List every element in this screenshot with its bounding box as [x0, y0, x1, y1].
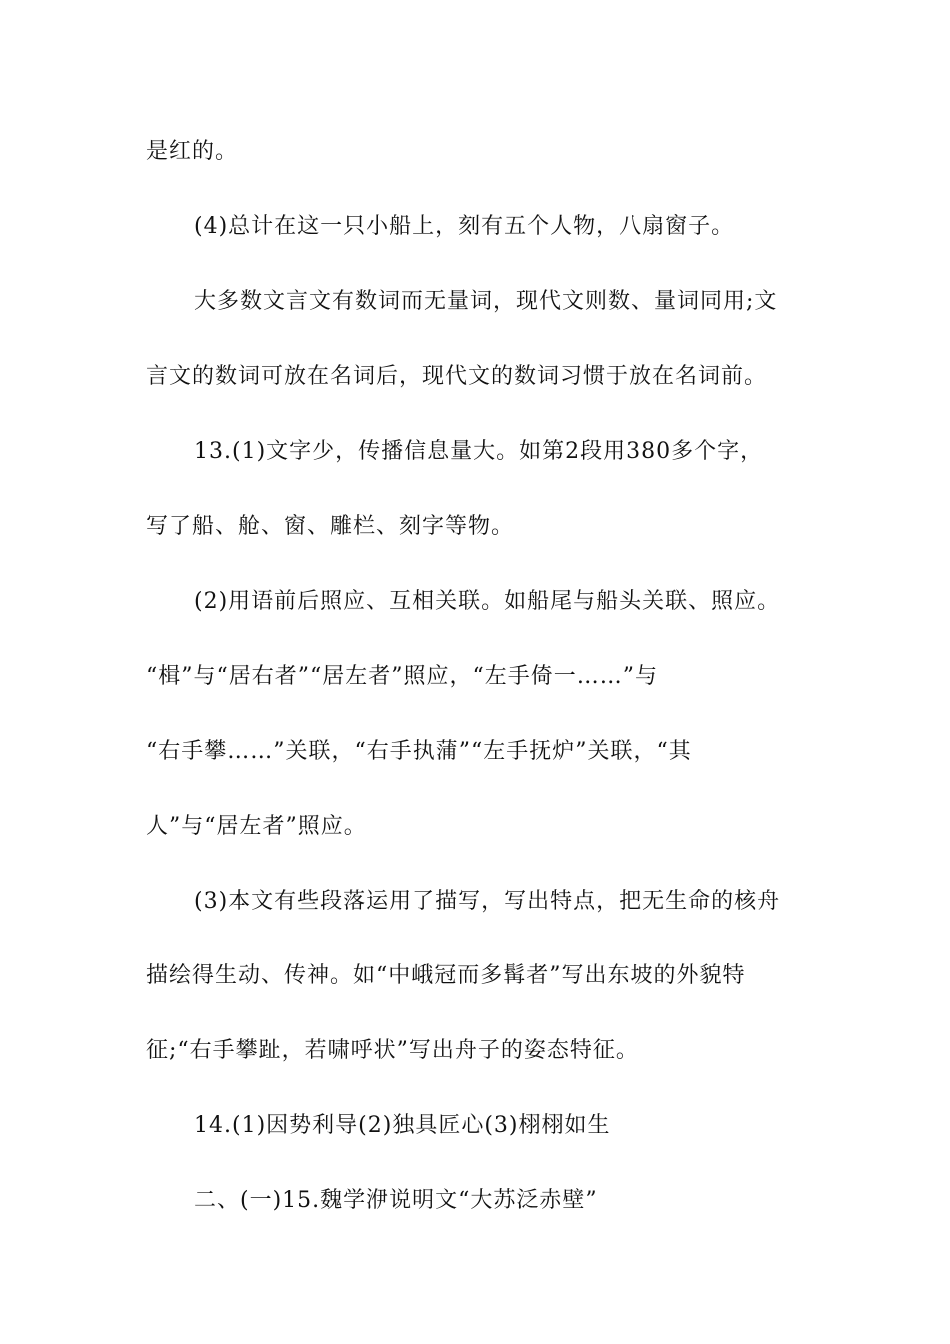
text-line: (3)本文有些段落运用了描写，写出特点，把无生命的核舟 [194, 889, 781, 914]
text-line: “右手攀……”关联，“右手执蒲”“左手抚炉”关联，“其 [146, 739, 692, 764]
text-line: 描绘得生动、传神。如“中峨冠而多髯者”写出东坡的外貌特 [146, 963, 746, 988]
text-line: 二、(一)15.魏学洢说明文“大苏泛赤壁” [194, 1188, 598, 1213]
text-line: (4)总计在这一只小船上，刻有五个人物，八扇窗子。 [194, 214, 735, 239]
text-line: 人”与“居左者”照应。 [146, 814, 367, 839]
text-line: (2)用语前后照应、互相关联。如船尾与船头关联、照应。 [194, 589, 781, 614]
text-line: 是红的。 [146, 139, 239, 164]
text-line: 言文的数词可放在名词后，现代文的数词习惯于放在名词前。 [146, 364, 768, 389]
text-line: 写了船、舱、窗、雕栏、刻字等物。 [146, 514, 515, 539]
text-line: 14.(1)因势利导(2)独具匠心(3)栩栩如生 [194, 1113, 611, 1138]
text-line: 征;“右手攀趾，若啸呼状”写出舟子的姿态特征。 [146, 1038, 639, 1063]
text-line: 13.(1)文字少，传播信息量大。如第2段用380多个字， [194, 439, 764, 464]
text-line: 大多数文言文有数词而无量词，现代文则数、量词同用;文 [194, 289, 778, 314]
text-line: “楫”与“居右者”“居左者”照应，“左手倚一……”与 [146, 664, 658, 689]
